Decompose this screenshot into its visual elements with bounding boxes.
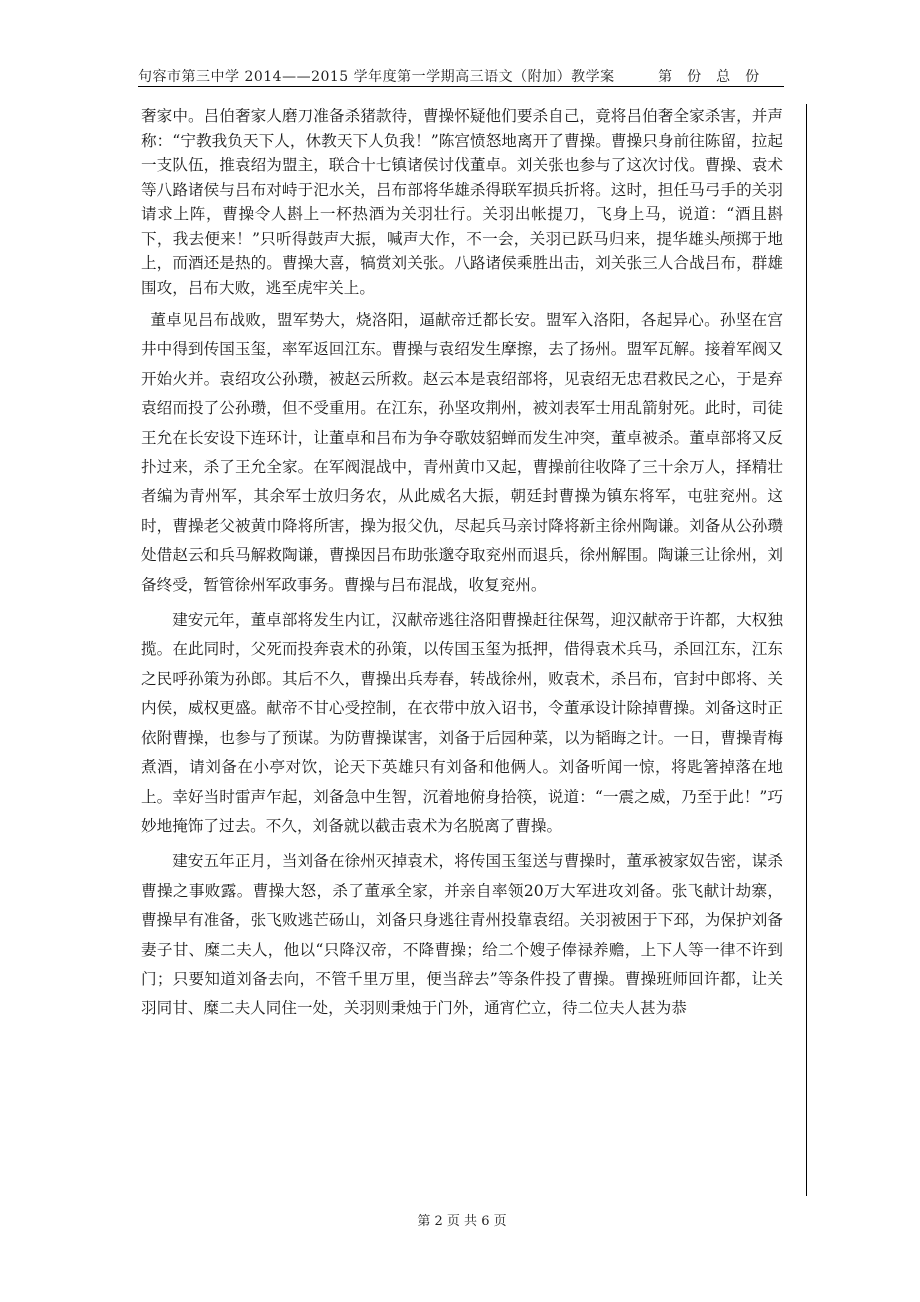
paragraph-1: 奢家中。吕伯奢家人磨刀准备杀猪款待，曹操怀疑他们要杀自己，竟将吕伯奢全家杀害，并声称：“宁教我负天下人，休教天下人负我！”陈宫愤怒地离开了曹操。曹操只身前往陈留，拉起一支队伍，推袁绍为盟主，联合十七镇诸侯讨伐董卓。刘关张也参与了这次讨伐。曹操、袁术等八路诸侯与吕布对峙于汜水关，吕布部将华雄杀得联军损兵折将。这时，担任马弓手的关羽请求上阵，曹操令人斟上一杯热酒为关羽壮行。关羽出帐提刀，飞身上马，说道：“酒且斟下，我去便来！”只听得鼓声大振，喊声大作，不一会，关羽已跃马归来，提华雄头颅掷于地上，而酒还是热的。曹操大喜，犒赏刘关张。八路诸侯乘胜出击，刘关张三人合战吕布，群雄围攻，吕布大败，逃至虎牢关上。 — [141, 107, 783, 297]
page-footer — [0, 1210, 920, 1229]
paragraph-2: 董卓见吕布战败，盟军势大，烧洛阳，逼献帝迁都长安。盟军入洛阳，各起异心。孙坚在宫井中得到传国玉玺，率军返回江东。曹操与袁绍发生摩擦，去了扬州。盟军瓦解。接着军阀又开始火并。袁绍攻公孙瓒，被赵云所救。赵云本是袁绍部将，见袁绍无忠君救民之心，于是弃袁绍而投了公孙瓒，但不受重用。在江东，孙坚攻荆州，被刘表军士用乱箭射死。此时，司徒王允在长安设下连环计，让董卓和吕布为争夺歌妓貂蝉而发生冲突，董卓被杀。董卓部将又反扑过来，杀了王允全家。在军阀混战中，青州黄巾又起，曹操前往收降了三十余万人，择精壮者编为青州军，其余军士放归务农，从此威名大振，朝廷封曹操为镇东将军，屯驻兖州。这时，曹操老父被黄巾降将所害，操为报父仇，尽起兵马亲讨降将新主徐州陶谦。刘备从公孙瓒处借赵云和兵马解救陶谦，曹操因吕布助张邈夺取兖州而退兵，徐州解围。陶谦三让徐州，刘备终受，暂管徐州军政事务。曹操与吕布混战，收复兖州。 — [141, 311, 783, 594]
body-text — [141, 104, 783, 1024]
header-divider — [138, 86, 784, 87]
page-number: 第 2 页 共 6 页 — [417, 1214, 507, 1229]
paragraph-3: 建安元年，董卓部将发生内讧，汉献帝逃往洛阳曹操赶往保驾，迎汉献帝于许都，大权独揽。在此同时，父死而投奔袁术的孙策，以传国玉玺为抵押，借得袁术兵马，杀回江东，江东之民呼孙策为孙郎。其后不久，曹操出兵寿春，转战徐州，败袁术，杀吕布，官封中郎将、关内侯，威权更盛。献帝不甘心受控制，在衣带中放入诏书，令董承设计除掉曹操。刘备这时正依附曹操，也参与了预谋。为防曹操谋害，刘备于后园种菜，以为韬晦之计。一日，曹操青梅煮酒，请刘备在小亭对饮，论天下英雄只有刘备和他俩人。刘备听闻一惊，将匙箸掉落在地上。幸好当时雷声乍起，刘备急中生智，沉着地俯身拾筷，说道：“一震之威，乃至于此！”巧妙地掩饰了过去。不久，刘备就以截击袁术为名脱离了曹操。 — [141, 611, 783, 835]
right-margin-line — [806, 104, 807, 1196]
paragraph-4: 建安五年正月，当刘备在徐州灭掉袁术，将传国玉玺送与曹操时，董承被家奴告密，谋杀曹操之事败露。曹操大怒，杀了董承全家，并亲自率领20万大军进攻刘备。张飞献计劫寨，曹操早有准备，张飞败逃芒砀山，刘备只身逃往青州投靠袁绍。关羽被困于下邳，为保护刘备妻子甘、糜二夫人，他以“只降汉帝，不降曹操；给二个嫂子俸禄养赡，上下人等一律不许到门；只要知道刘备去向，不管千里万里，便当辞去”等条件投了曹操。曹操班师回许都，让关羽同甘、糜二夫人同住一处，关羽则秉烛于门外，通宵伫立，待二位夫人甚为恭 — [141, 852, 783, 1018]
page-header: 句容市第三中学 2014——2015 学年度第一学期高三语文（附加）教学案 第 份 总 份 — [138, 69, 760, 85]
